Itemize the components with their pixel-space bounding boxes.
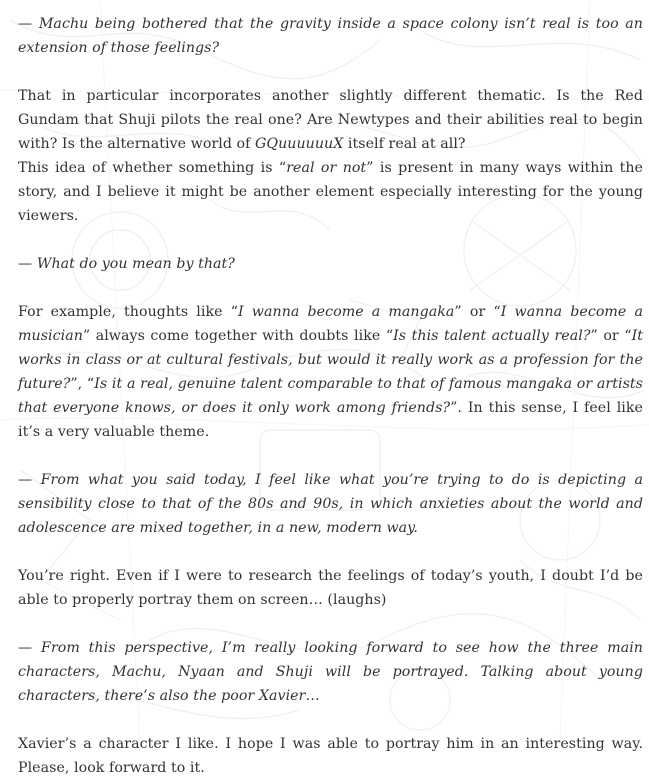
question-dash: — (18, 256, 37, 272)
question-machu-gravity (18, 12, 643, 60)
answer-text-part: This idea of whether something is “ (18, 160, 287, 176)
answer-text-part: ” is present in many ways within the story, and I believe it might be another element especially interesting for the young viewers. (18, 160, 643, 224)
answer-xavier (18, 732, 643, 780)
question-80s-90s-sensibility (18, 468, 643, 540)
answer-text-part: itself real at all? (343, 136, 466, 152)
answer-talent-example (18, 300, 643, 444)
question-what-do-you-mean (18, 252, 643, 276)
emphasis-quote: I wanna become a musician (18, 304, 644, 344)
emphasis-phrase: real or not (286, 160, 367, 176)
answer-text: You’re right. Even if I were to research the feelings of today’s youth, I doubt I’d be able to properly portray them on screen… (laughs) (18, 568, 643, 608)
question-main-characters (18, 636, 643, 708)
question-dash: — (18, 472, 41, 488)
answer-todays-youth (18, 564, 643, 612)
answer-text-part: That in particular incorporates another slightly different thematic. Is the Red Gundam that Shuji pilots the real one? Are Newtypes and their abilities real to begin with? Is the alternative world of (18, 88, 643, 152)
answer-text-part: ”, “ (70, 376, 95, 392)
answer-text-part: ” or “ (454, 304, 501, 320)
emphasis-title: GQuuuuuuX (255, 136, 344, 152)
question-text: From what you said today, I feel like what you’re trying to do is depicting a sensibility close to that of the 80s and 90s, in which anxieties about the world and adolescence are mixed together, in a new, modern way. (18, 472, 643, 536)
answer-real-or-not (18, 156, 643, 228)
answer-text-part: ” always come together with doubts like “ (82, 328, 394, 344)
emphasis-quote: Is it a real, genuine talent comparable to that of famous mangaka or artists that everyone knows, or does it only work among friends? (18, 376, 643, 416)
question-text: What do you mean by that? (36, 256, 235, 272)
answer-real-gundam (18, 84, 643, 156)
answer-text-part: ” or “ (590, 328, 632, 344)
emphasis-quote: I wanna become a mangaka (238, 304, 455, 320)
question-text: From this perspective, I’m really looking forward to see how the three main characters, Machu, Nyaan and Shuji will be portrayed. Talking about young characters, there’s also the poor Xavier… (18, 640, 643, 704)
question-dash: — (18, 16, 39, 32)
answer-text: Xavier’s a character I like. I hope I was able to portray him in an interesting way. Please, look forward to it. (18, 736, 643, 776)
emphasis-quote: Is this talent actually real? (393, 328, 591, 344)
emphasis-quote: It works in class or at cultural festivals, but would it really work as a profession for the future? (18, 328, 643, 392)
question-dash: — (18, 640, 42, 656)
answer-text-part: For example, thoughts like “ (18, 304, 239, 320)
answer-text-part: ”. In this sense, I feel like it’s a very valuable theme. (18, 400, 643, 440)
question-text: Machu being bothered that the gravity inside a space colony isn’t real is too an extension of those feelings? (18, 16, 643, 56)
